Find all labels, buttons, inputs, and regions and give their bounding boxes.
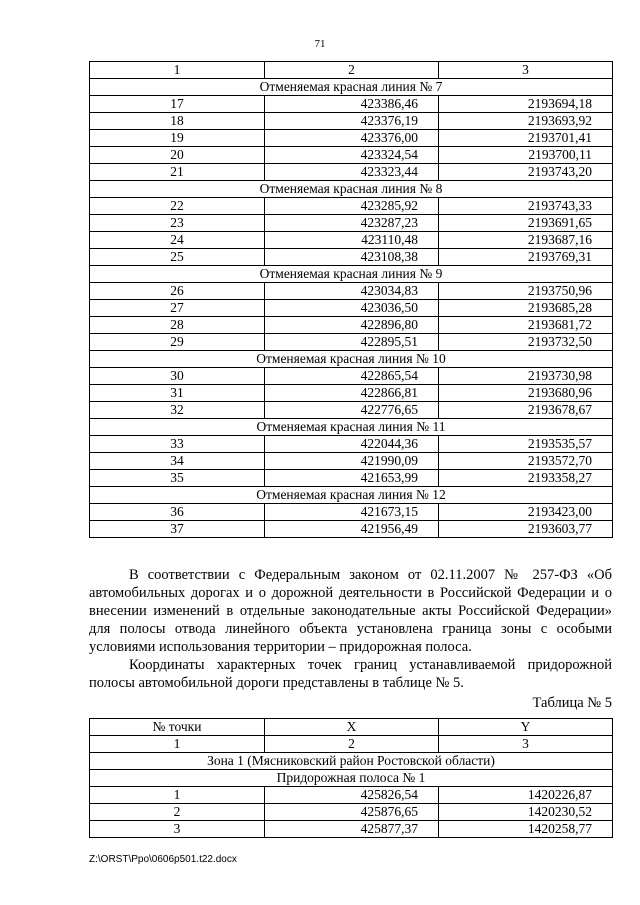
table-row: [90, 232, 613, 249]
x-coordinate-cell: 423386,46: [265, 96, 439, 113]
table-row: [90, 504, 613, 521]
x-coordinate-cell: 421653,99: [265, 470, 439, 487]
y-coordinate-cell: 2193730,98: [439, 368, 613, 385]
table-row: [90, 249, 613, 266]
law-reference-text: В соответствии с Федеральным законом от 02.11.2007 № 257-ФЗ «Об автомобильных дорогах и о дорожной деятельности в Российской Федерации и о внесении изменений в отдельные законодательные акты Российской Федерации» для полосы отвода линейного объекта установлена граница зоны с особыми условиями использования территории – придорожная полоса.: [89, 567, 612, 655]
point-number-cell: 30: [90, 368, 265, 385]
header-cell: X: [265, 719, 439, 736]
x-coordinate-cell: 423376,19: [265, 113, 439, 130]
table-row: [90, 215, 613, 232]
point-number-cell: 18: [90, 113, 265, 130]
y-coordinate-cell: 2193685,28: [439, 300, 613, 317]
point-number-cell: 37: [90, 521, 265, 538]
x-coordinate-cell: 422896,80: [265, 317, 439, 334]
y-coordinate-cell: 2193678,67: [439, 402, 613, 419]
point-number-cell: 26: [90, 283, 265, 300]
table-row: [90, 453, 613, 470]
zone-title-row: [90, 753, 613, 770]
group-title: Отменяемая красная линия № 10: [90, 351, 613, 368]
point-number-cell: 34: [90, 453, 265, 470]
group-title-row: [90, 351, 613, 368]
table-row: [90, 283, 613, 300]
x-coordinate-cell: 423324,54: [265, 147, 439, 164]
y-coordinate-cell: 2193687,16: [439, 232, 613, 249]
x-coordinate-cell: 422866,81: [265, 385, 439, 402]
table-row: [90, 385, 613, 402]
table-row: [90, 521, 613, 538]
group-title: Отменяемая красная линия № 7: [90, 79, 613, 96]
page-number: 71: [314, 38, 326, 50]
header-cell: 2: [265, 62, 439, 79]
table-row: [90, 147, 613, 164]
x-coordinate-cell: 423287,23: [265, 215, 439, 232]
header-row: [90, 62, 613, 79]
y-coordinate-cell: 2193535,57: [439, 436, 613, 453]
point-number-cell: 20: [90, 147, 265, 164]
y-coordinate-cell: 2193572,70: [439, 453, 613, 470]
x-coordinate-cell: 423110,48: [265, 232, 439, 249]
x-coordinate-cell: 423034,83: [265, 283, 439, 300]
y-coordinate-cell: 2193691,65: [439, 215, 613, 232]
x-coordinate-cell: 423376,00: [265, 130, 439, 147]
header-names-row: [90, 719, 613, 736]
y-coordinate-cell: 2193700,11: [439, 147, 613, 164]
coordinates-table-continuation: [89, 61, 613, 538]
point-number-cell: 3: [90, 821, 265, 838]
point-number-cell: 32: [90, 402, 265, 419]
table-row: [90, 300, 613, 317]
roadside-strip-table: [89, 718, 613, 838]
point-number-cell: 36: [90, 504, 265, 521]
header-cell: 3: [439, 736, 613, 753]
x-coordinate-cell: 422776,65: [265, 402, 439, 419]
y-coordinate-cell: 2193743,33: [439, 198, 613, 215]
y-coordinate-cell: 2193750,96: [439, 283, 613, 300]
y-coordinate-cell: 2193681,72: [439, 317, 613, 334]
point-number-cell: 17: [90, 96, 265, 113]
point-number-cell: 23: [90, 215, 265, 232]
x-coordinate-cell: 421956,49: [265, 521, 439, 538]
point-number-cell: 27: [90, 300, 265, 317]
y-coordinate-cell: 2193358,27: [439, 470, 613, 487]
point-number-cell: 25: [90, 249, 265, 266]
x-coordinate-cell: 423285,92: [265, 198, 439, 215]
group-title: Отменяемая красная линия № 9: [90, 266, 613, 283]
y-coordinate-cell: 1420230,52: [439, 804, 613, 821]
group-title-row: [90, 79, 613, 96]
table-row: [90, 787, 613, 804]
point-number-cell: 28: [90, 317, 265, 334]
x-coordinate-cell: 421673,15: [265, 504, 439, 521]
x-coordinate-cell: 423108,38: [265, 249, 439, 266]
group-title: Отменяемая красная линия № 11: [90, 419, 613, 436]
y-coordinate-cell: 2193769,31: [439, 249, 613, 266]
header-cell: 2: [265, 736, 439, 753]
table-row: [90, 470, 613, 487]
group-title-row: [90, 487, 613, 504]
y-coordinate-cell: 2193423,00: [439, 504, 613, 521]
y-coordinate-cell: 2193743,20: [439, 164, 613, 181]
x-coordinate-cell: 423036,50: [265, 300, 439, 317]
table-row: [90, 402, 613, 419]
y-coordinate-cell: 2193701,41: [439, 130, 613, 147]
table-row: [90, 821, 613, 838]
table-row: [90, 317, 613, 334]
law-reference-paragraph: [89, 566, 612, 656]
point-number-cell: 2: [90, 804, 265, 821]
y-coordinate-cell: 2193603,77: [439, 521, 613, 538]
x-coordinate-cell: 425876,65: [265, 804, 439, 821]
table-row: [90, 804, 613, 821]
x-coordinate-cell: 425826,54: [265, 787, 439, 804]
table-row: [90, 164, 613, 181]
point-number-cell: 29: [90, 334, 265, 351]
footer-file-path: Z:\ORST\Ppo\0606p501.t22.docx: [89, 854, 237, 865]
y-coordinate-cell: 2193694,18: [439, 96, 613, 113]
header-cell: Y: [439, 719, 613, 736]
y-coordinate-cell: 2193732,50: [439, 334, 613, 351]
table-row: [90, 198, 613, 215]
y-coordinate-cell: 2193693,92: [439, 113, 613, 130]
coordinates-intro-paragraph: [89, 656, 612, 692]
group-title-row: [90, 266, 613, 283]
table-row: [90, 130, 613, 147]
x-coordinate-cell: 421990,09: [265, 453, 439, 470]
group-title-row: [90, 419, 613, 436]
x-coordinate-cell: 425877,37: [265, 821, 439, 838]
table-caption: Таблица № 5: [532, 695, 612, 711]
group-title-row: [90, 181, 613, 198]
group-title: Отменяемая красная линия № 8: [90, 181, 613, 198]
group-title: Отменяемая красная линия № 12: [90, 487, 613, 504]
strip-title: Придорожная полоса № 1: [90, 770, 613, 787]
coordinates-intro-text: Координаты характерных точек границ устанавливаемой придорожной полосы автомобильной дороги представлены в таблице № 5.: [89, 657, 612, 691]
point-number-cell: 21: [90, 164, 265, 181]
point-number-cell: 19: [90, 130, 265, 147]
point-number-cell: 1: [90, 787, 265, 804]
table-row: [90, 113, 613, 130]
header-numbers-row: [90, 736, 613, 753]
y-coordinate-cell: 1420226,87: [439, 787, 613, 804]
point-number-cell: 35: [90, 470, 265, 487]
header-cell: 1: [90, 62, 265, 79]
x-coordinate-cell: 422044,36: [265, 436, 439, 453]
x-coordinate-cell: 422865,54: [265, 368, 439, 385]
header-cell: 1: [90, 736, 265, 753]
y-coordinate-cell: 1420258,77: [439, 821, 613, 838]
point-number-cell: 24: [90, 232, 265, 249]
table-row: [90, 436, 613, 453]
table-row: [90, 368, 613, 385]
y-coordinate-cell: 2193680,96: [439, 385, 613, 402]
strip-title-row: [90, 770, 613, 787]
point-number-cell: 22: [90, 198, 265, 215]
table-row: [90, 96, 613, 113]
header-cell: № точки: [90, 719, 265, 736]
point-number-cell: 31: [90, 385, 265, 402]
x-coordinate-cell: 423323,44: [265, 164, 439, 181]
x-coordinate-cell: 422895,51: [265, 334, 439, 351]
point-number-cell: 33: [90, 436, 265, 453]
header-cell: 3: [439, 62, 613, 79]
zone-title: Зона 1 (Мясниковский район Ростовской области): [90, 753, 613, 770]
table-row: [90, 334, 613, 351]
